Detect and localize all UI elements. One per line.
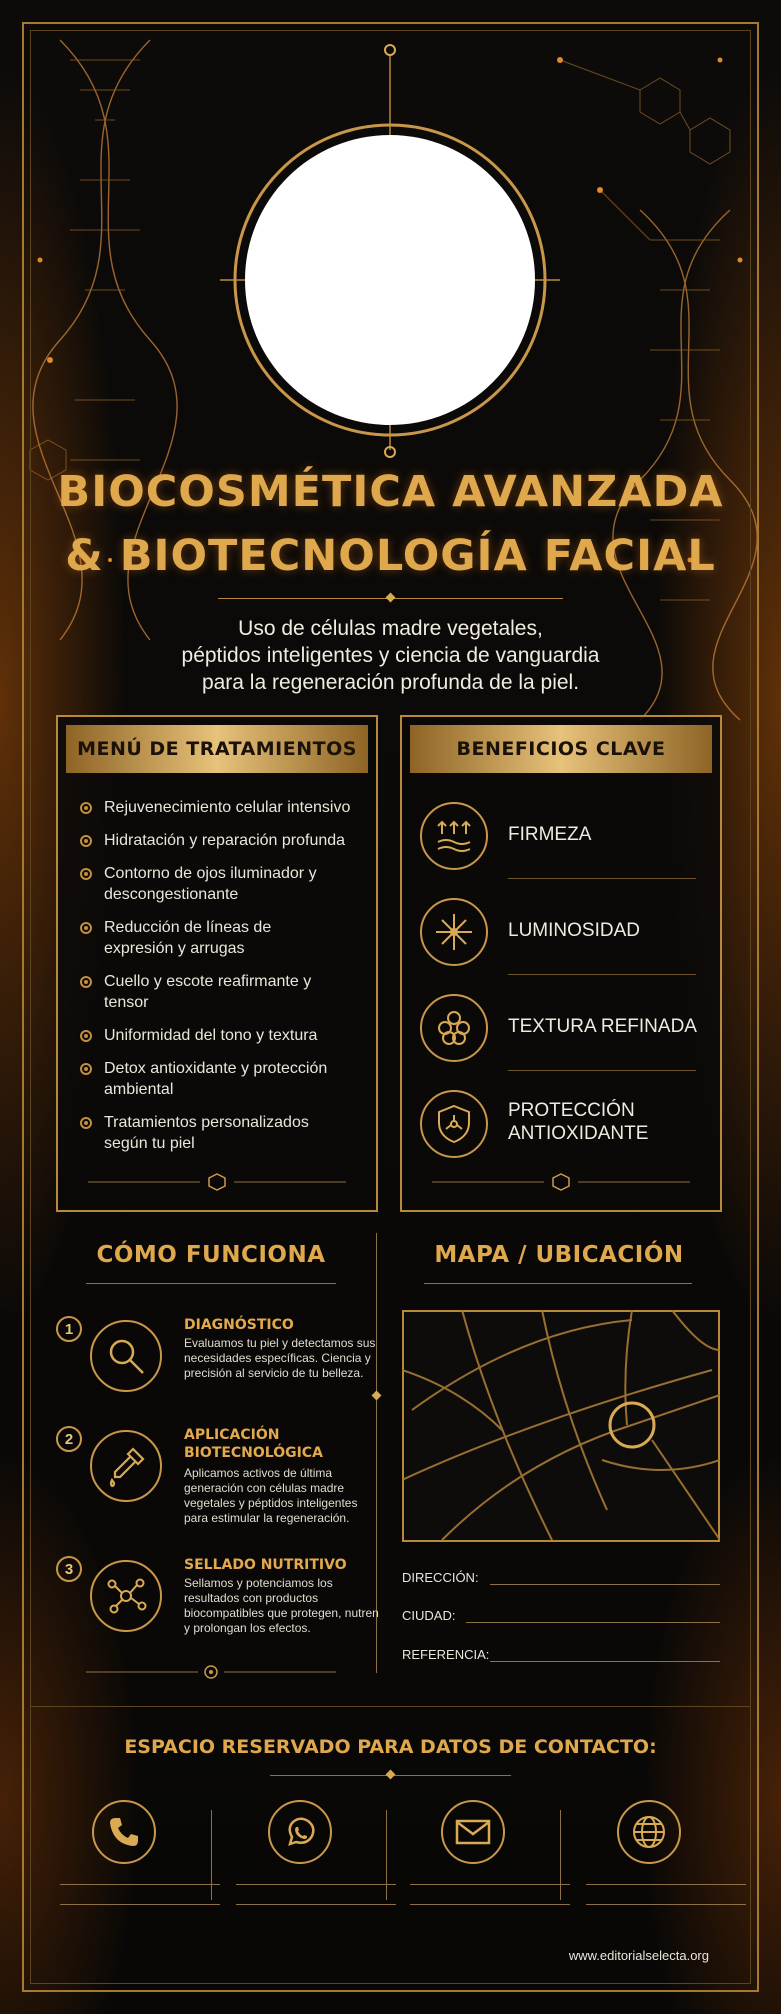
list-item: Cuello y escote reafirmante y tensor xyxy=(78,971,324,1013)
how-divider xyxy=(86,1283,336,1284)
title-line-2: & BIOTECNOLOGÍA FACIAL xyxy=(65,531,716,581)
mail-icon xyxy=(441,1800,505,1864)
contact-separator xyxy=(560,1810,561,1900)
divider xyxy=(508,878,696,879)
how-heading: CÓMO FUNCIONA xyxy=(96,1242,326,1268)
footer-website[interactable]: www.editorialselecta.org xyxy=(568,1948,709,1963)
benefit-firmeza xyxy=(420,792,706,888)
benefit-luminosidad xyxy=(420,888,706,984)
globe-icon xyxy=(617,1800,681,1864)
menu-list xyxy=(78,797,366,1166)
panel-ornament xyxy=(432,1172,690,1192)
step-title: SELLADO NUTRITIVO xyxy=(184,1557,347,1573)
bullet-icon xyxy=(80,1030,92,1042)
list-item: Rejuvenecimiento celular intensivo xyxy=(78,797,366,818)
contact-field-mail-1[interactable] xyxy=(410,1884,570,1885)
how-ornament xyxy=(86,1662,336,1682)
contact-field-phone-1[interactable] xyxy=(60,1884,220,1885)
bullet-icon xyxy=(80,835,92,847)
step-description: Sellamos y potenciamos los resultados con productos biocompatibles que protegen, nutren y prolongan los efectos. xyxy=(184,1576,379,1635)
step-title: APLICACIÓN BIOTECNOLÓGICA xyxy=(184,1427,323,1461)
contact-field-whatsapp-1[interactable] xyxy=(236,1884,396,1885)
address-label: DIRECCIÓN: xyxy=(402,1570,479,1585)
contact-separator xyxy=(211,1810,212,1900)
benefit-label: LUMINOSIDAD xyxy=(508,919,640,941)
title-line-1: BIOCOSMÉTICA AVANZADA xyxy=(57,467,724,517)
step-2 xyxy=(56,1426,386,1536)
divider xyxy=(508,974,696,975)
step-description: Aplicamos activos de última generación con células madre vegetales y péptidos inteligentes para estimular la regeneración. xyxy=(184,1466,358,1525)
benefit-label: TEXTURA REFINADA xyxy=(508,1015,697,1037)
subtitle-line-1: Uso de células madre vegetales, xyxy=(238,617,543,640)
sparkle-icon xyxy=(420,898,488,966)
subtitle-line-3: para la regeneración profunda de la piel. xyxy=(201,671,580,694)
map-divider xyxy=(424,1283,692,1284)
contact-heading: ESPACIO RESERVADO PARA DATOS DE CONTACTO: xyxy=(124,1736,657,1758)
panel-ornament xyxy=(88,1172,346,1192)
bullet-icon xyxy=(80,1117,92,1129)
bullet-icon xyxy=(80,868,92,880)
address-field[interactable] xyxy=(490,1584,720,1585)
menu-panel xyxy=(56,715,378,1212)
bullet-icon xyxy=(80,802,92,814)
dropper-icon xyxy=(90,1430,162,1502)
molecule-icon xyxy=(90,1560,162,1632)
emblem-circle xyxy=(200,40,581,460)
subtitle-line-2: péptidos inteligentes y ciencia de vanguardia xyxy=(181,644,600,667)
city-label: CIUDAD: xyxy=(402,1608,456,1623)
contact-separator xyxy=(386,1810,387,1900)
step-number: 1 xyxy=(56,1316,82,1342)
whatsapp-icon xyxy=(268,1800,332,1864)
list-item: Reducción de líneas de expresión y arrugas xyxy=(78,917,344,959)
step-3 xyxy=(56,1556,386,1656)
benefit-label: FIRMEZA xyxy=(508,823,592,845)
step-title: DIAGNÓSTICO xyxy=(184,1317,294,1333)
contact-top-border xyxy=(30,1706,751,1707)
list-item: Tratamientos personalizados según tu piel xyxy=(78,1112,344,1154)
contact-field-web-1[interactable] xyxy=(586,1884,746,1885)
contact-field-mail-2[interactable] xyxy=(410,1904,570,1905)
magnifier-icon xyxy=(90,1320,162,1392)
list-item: Uniformidad del tono y textura xyxy=(78,1025,366,1046)
benefit-label: PROTECCIÓN ANTIOXIDANTE xyxy=(508,1100,649,1144)
bullet-icon xyxy=(80,922,92,934)
benefits-heading: BENEFICIOS CLAVE xyxy=(410,725,712,773)
step-number: 2 xyxy=(56,1426,82,1452)
reference-label: REFERENCIA: xyxy=(402,1647,490,1662)
menu-heading: MENÚ DE TRATAMIENTOS xyxy=(66,725,368,773)
reference-field[interactable] xyxy=(490,1661,720,1662)
list-item: Detox antioxidante y protección ambiental xyxy=(78,1058,344,1100)
shield-molecule-icon xyxy=(420,1090,488,1158)
subtitle xyxy=(0,615,781,696)
divider xyxy=(508,1070,696,1071)
step-1 xyxy=(56,1316,386,1416)
list-item: Hidratación y reparación profunda xyxy=(78,830,366,851)
step-description: Evaluamos tu piel y detectamos sus necesidades específicas. Ciencia y precisión al servicio de tu belleza. xyxy=(184,1336,376,1380)
contact-field-phone-2[interactable] xyxy=(60,1904,220,1905)
map-placeholder[interactable] xyxy=(402,1310,720,1542)
benefit-textura xyxy=(420,984,706,1080)
bullet-icon xyxy=(80,1063,92,1075)
step-number: 3 xyxy=(56,1556,82,1582)
contact-field-web-2[interactable] xyxy=(586,1904,746,1905)
bullet-icon xyxy=(80,976,92,988)
benefit-proteccion xyxy=(420,1080,706,1176)
benefits-panel xyxy=(400,715,722,1212)
firmness-arrows-icon xyxy=(420,802,488,870)
city-field[interactable] xyxy=(466,1622,720,1623)
contact-field-whatsapp-2[interactable] xyxy=(236,1904,396,1905)
list-item: Contorno de ojos iluminador y descongestionante xyxy=(78,863,324,905)
map-heading: MAPA / UBICACIÓN xyxy=(434,1242,684,1268)
phone-icon xyxy=(92,1800,156,1864)
cells-icon xyxy=(420,994,488,1062)
